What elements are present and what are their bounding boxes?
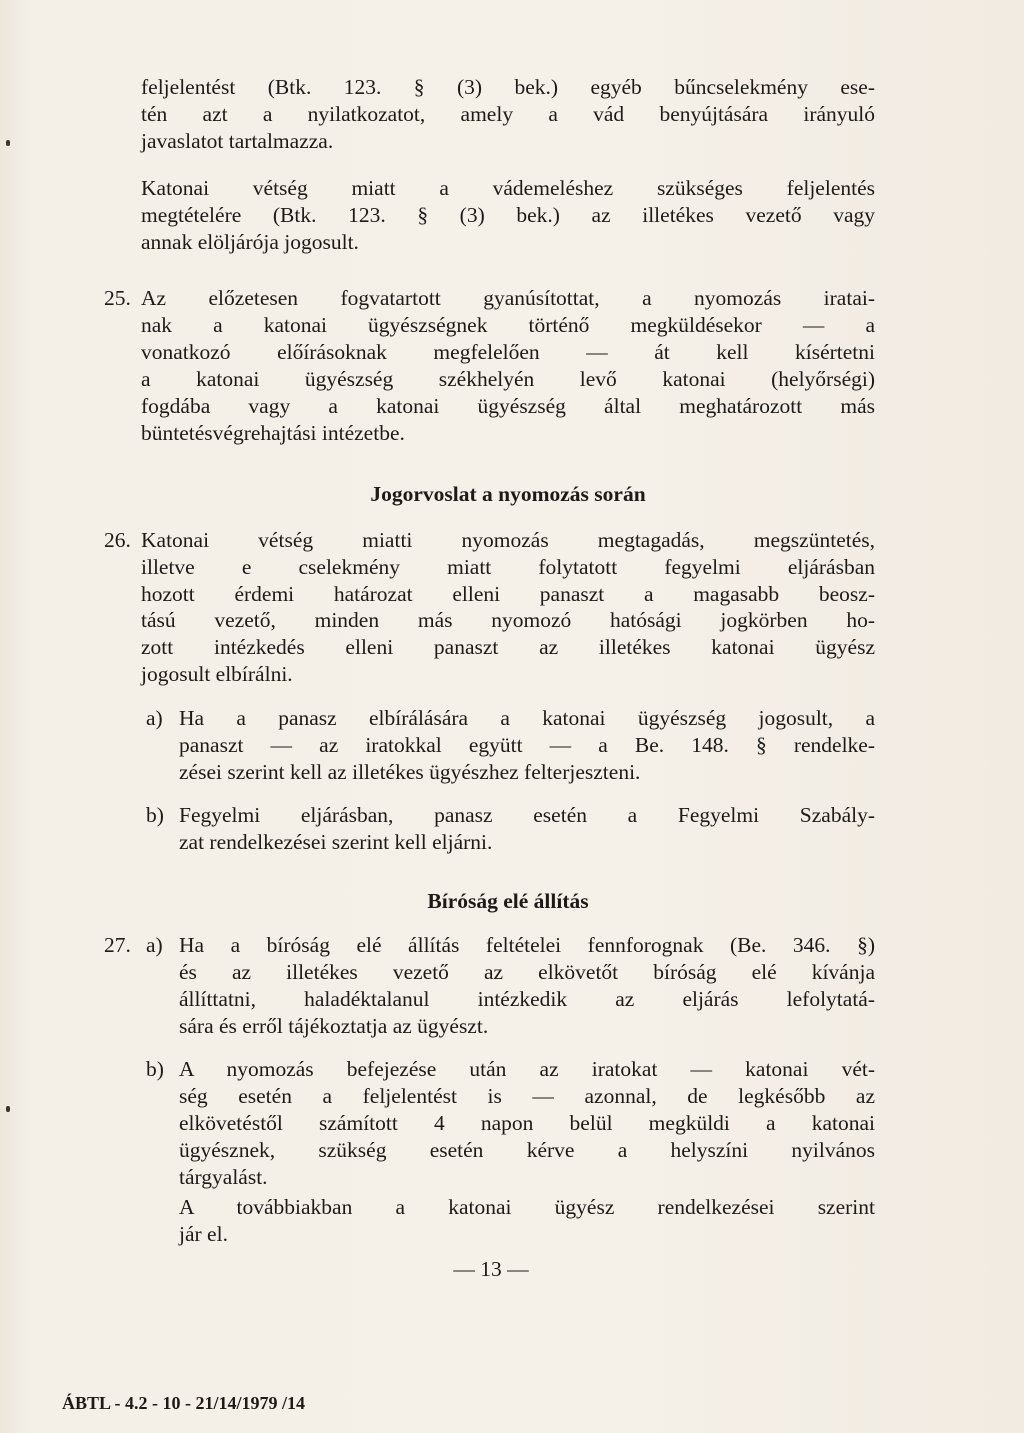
s26-line-6: jogosult elbírálni. (141, 662, 293, 686)
s27-b-line-4: ügyésznek, szükség esetén kérve a helyszíni nyilvános (179, 1138, 875, 1162)
heading-birosag-ele-allitas: Bíróság elé állítás (427, 889, 589, 913)
s26-line-2: illetve e cselekmény miatt folytatott fegyelmi eljárásban (141, 555, 875, 579)
s25-line-2: nak a katonai ügyészségnek történő megküldésekor — a (141, 313, 875, 337)
s26-line-1: Katonai vétség miatti nyomozás megtagadás, megszüntetés, (141, 528, 875, 552)
intro-p2-line-2: megtételére (Btk. 123. § (3) bek.) az illetékes vezető vagy (141, 203, 875, 227)
intro-p2-line-3: annak elöljárója jogosult. (141, 230, 359, 254)
s27-b-line-2: ség esetén a feljelentést is — azonnal, de legkésőbb az (179, 1084, 875, 1108)
s25-line-3: vonatkozó előírásoknak megfelelően — át kell kísértetni (141, 340, 875, 364)
s26-line-5: zott intézkedés elleni panaszt az illetékes katonai ügyész (141, 635, 875, 659)
s26-line-4: tású vezető, minden más nyomozó hatósági jogkörben ho- (141, 608, 875, 632)
s27-b-line-6: A továbbiakban a katonai ügyész rendelkezései szerint (179, 1195, 875, 1219)
intro-line-3: javaslatot tartalmazza. (141, 129, 334, 153)
s27-b-line-7: jár el. (179, 1222, 228, 1246)
s26-item-a-label: a) (146, 706, 163, 730)
s25-line-1: Az előzetesen fogvatartott gyanúsítottat, a nyomozás iratai- (141, 286, 875, 310)
s27-a-line-3: állíttatni, haladéktalanul intézkedik az eljárás lefolytatá- (179, 987, 875, 1011)
s26-line-3: hozott érdemi határozat elleni panaszt a magasabb beosz- (141, 582, 875, 606)
section-27-number: 27. (104, 933, 131, 957)
s26-b-line-1: Fegyelmi eljárásban, panasz esetén a Fegyelmi Szabály- (179, 803, 875, 827)
intro-p2-line-1: Katonai vétség miatt a vádemeléshez szükséges feljelentés (141, 176, 875, 200)
s26-b-line-2: zat rendelkezései szerint kell eljárni. (179, 830, 493, 854)
s26-a-line-2: panaszt — az iratokkal együtt — a Be. 148. § rendelke- (179, 733, 875, 757)
scan-mark (6, 1106, 10, 1112)
s27-item-a-label: a) (146, 933, 163, 957)
s26-a-line-1: Ha a panasz elbírálására a katonai ügyészség jogosult, a (179, 706, 875, 730)
intro-line-2: tén azt a nyilatkozatot, amely a vád benyújtására irányuló (141, 102, 875, 126)
s26-item-b-label: b) (146, 803, 164, 827)
s27-b-line-3: elkövetéstől számított 4 napon belül megküldi a katonai (179, 1111, 875, 1135)
s25-line-6: büntetésvégrehajtási intézetbe. (141, 421, 405, 445)
s26-a-line-3: zései szerint kell az illetékes ügyészhez felterjeszteni. (179, 760, 641, 784)
page-number: — 13 — (453, 1257, 529, 1281)
s27-b-line-5: tárgyalást. (179, 1165, 268, 1189)
archive-reference: ÁBTL - 4.2 - 10 - 21/14/1979 /14 (62, 1393, 306, 1413)
s25-line-5: fogdába vagy a katonai ügyészség által meghatározott más (141, 394, 875, 418)
s25-line-4: a katonai ügyészség székhelyén levő katonai (helyőrségi) (141, 367, 875, 391)
s27-a-line-4: sára és erről tájékoztatja az ügyészt. (179, 1014, 489, 1038)
section-26-number: 26. (104, 528, 131, 552)
s27-a-line-2: és az illetékes vezető az elkövetőt bíróság elé kívánja (179, 960, 875, 984)
intro-line-1: feljelentést (Btk. 123. § (3) bek.) egyéb bűncselekmény ese- (141, 75, 875, 99)
s27-item-b-label: b) (146, 1057, 164, 1081)
section-25-number: 25. (104, 286, 131, 310)
heading-jogorvoslat: Jogorvoslat a nyomozás során (370, 482, 646, 506)
s27-b-line-1: A nyomozás befejezése után az iratokat — katonai vét- (179, 1057, 875, 1081)
s27-a-line-1: Ha a bíróság elé állítás feltételei fennforognak (Be. 346. §) (179, 933, 875, 957)
scan-mark (6, 140, 10, 146)
